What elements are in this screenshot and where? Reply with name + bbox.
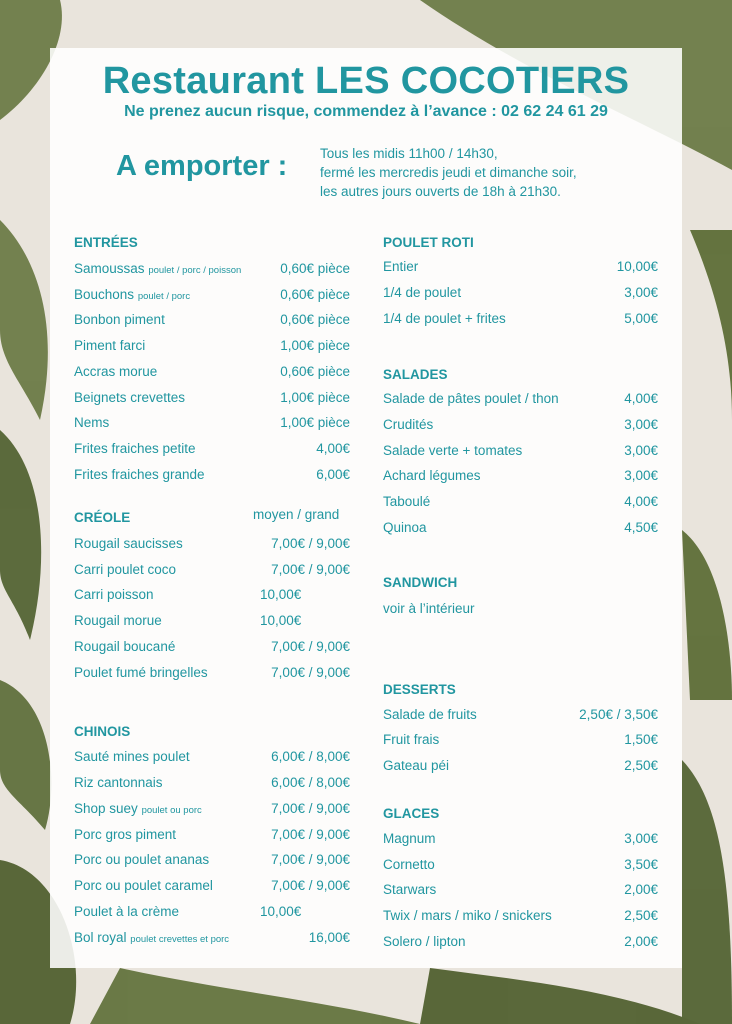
item-name: Carri poisson xyxy=(74,587,154,602)
item-name: Sauté mines poulet xyxy=(74,749,190,764)
section-entrees-title: ENTRÉES xyxy=(74,235,138,250)
item-price: 0,60€ pièce xyxy=(280,287,350,302)
item-price: 7,00€ / 9,00€ xyxy=(271,639,350,654)
item-name: Accras morue xyxy=(74,364,158,379)
item-price: 4,50€ xyxy=(624,520,658,535)
section-desserts-title: DESSERTS xyxy=(383,682,456,697)
item-price: 4,00€ xyxy=(624,391,658,406)
item-name: Porc ou poulet ananas xyxy=(74,852,210,867)
menu-item xyxy=(383,391,658,411)
opening-hours xyxy=(320,144,577,201)
menu-item xyxy=(383,934,658,954)
section-salades-title: SALADES xyxy=(383,367,448,382)
item-name: Entier xyxy=(383,259,419,274)
menu-item xyxy=(74,749,350,769)
item-name: Frites fraiches grande xyxy=(74,467,205,482)
menu-item xyxy=(74,390,350,410)
item-price: 1,50€ xyxy=(624,732,658,747)
item-name: Piment farci xyxy=(74,338,146,353)
item-price: 10,00€ xyxy=(260,613,302,628)
menu-item xyxy=(74,613,350,633)
section-sandwich-title: SANDWICH xyxy=(383,575,458,590)
section-poulet-roti-title: POULET ROTI xyxy=(383,235,474,250)
item-name: Gateau péi xyxy=(383,758,450,773)
item-name: Poulet à la crème xyxy=(74,904,180,919)
item-name: Rougail morue xyxy=(74,613,162,628)
item-name: Samoussas xyxy=(74,261,145,276)
menu-item xyxy=(383,520,658,540)
section-chinois-title: CHINOIS xyxy=(74,724,131,739)
menu-item xyxy=(74,775,350,795)
menu-item xyxy=(383,857,658,877)
phone-subtitle: Ne prenez aucun risque, commendez à l’avance : 02 62 24 61 29 xyxy=(124,103,608,120)
item-name: Salade de pâtes poulet / thon xyxy=(383,391,559,406)
item-price: 3,50€ xyxy=(624,857,658,872)
item-price: 7,00€ / 9,00€ xyxy=(271,801,350,816)
item-detail: poulet / porc xyxy=(137,291,191,302)
restaurant-title: Restaurant LES COCOTIERS xyxy=(102,60,630,102)
menu-item xyxy=(74,801,350,821)
menu-item xyxy=(74,852,350,872)
item-name: Salade verte + tomates xyxy=(383,443,523,458)
item-price: 0,60€ pièce xyxy=(280,261,350,276)
item-price: 7,00€ / 9,00€ xyxy=(271,562,350,577)
section-creole-title: CRÉOLE xyxy=(74,510,131,525)
item-price: 7,00€ / 9,00€ xyxy=(271,878,350,893)
item-name: Poulet fumé bringelles xyxy=(74,665,208,680)
item-price: 2,50€ xyxy=(624,758,658,773)
item-name: Porc ou poulet caramel xyxy=(74,878,213,893)
item-price: 7,00€ / 9,00€ xyxy=(271,852,350,867)
menu-item xyxy=(383,908,658,928)
menu-item xyxy=(383,311,658,331)
item-price: 1,00€ pièce xyxy=(280,390,350,405)
item-price: 0,60€ pièce xyxy=(280,312,350,327)
item-name: Carri poulet coco xyxy=(74,562,177,577)
item-price: 4,00€ xyxy=(316,441,350,456)
menu-item xyxy=(74,364,350,384)
item-name: Starwars xyxy=(383,882,437,897)
section-glaces-title: GLACES xyxy=(383,806,440,821)
item-price: 16,00€ xyxy=(308,930,350,945)
sandwich-note: voir à l’intérieur xyxy=(383,601,475,616)
menu-item xyxy=(74,827,350,847)
menu-item xyxy=(74,287,350,307)
menu-item xyxy=(383,494,658,514)
item-price: 1,00€ pièce xyxy=(280,415,350,430)
menu-item xyxy=(74,562,350,582)
hours-line: fermé les mercredis jeudi et dimanche soir, xyxy=(320,165,577,180)
item-name: Riz cantonnais xyxy=(74,775,163,790)
item-price: 10,00€ xyxy=(260,587,302,602)
menu-item xyxy=(74,904,350,924)
size-header: moyen / grand xyxy=(253,507,340,522)
menu-item xyxy=(383,468,658,488)
hours-line: les autres jours ouverts de 18h à 21h30. xyxy=(320,184,561,199)
menu-item xyxy=(74,536,350,556)
item-price: 0,60€ pièce xyxy=(280,364,350,379)
menu-item xyxy=(74,930,350,950)
menu-item xyxy=(383,831,658,851)
menu-item xyxy=(74,587,350,607)
takeaway-label: A emporter : xyxy=(116,150,288,182)
item-name: Twix / mars / miko / snickers xyxy=(383,908,552,923)
item-name: Bol royal xyxy=(74,930,127,945)
item-name: Crudités xyxy=(383,417,434,432)
menu-item xyxy=(383,259,658,279)
menu-item xyxy=(74,467,350,487)
hours-line: Tous les midis 11h00 / 14h30, xyxy=(320,146,498,161)
item-name: Salade de fruits xyxy=(383,707,477,722)
menu-item xyxy=(74,665,350,685)
item-name: 1/4 de poulet + frites xyxy=(383,311,506,326)
item-price: 2,00€ xyxy=(624,882,658,897)
menu-item xyxy=(74,441,350,461)
item-detail: poulet ou porc xyxy=(141,805,202,816)
item-price: 5,00€ xyxy=(624,311,658,326)
item-name: Porc gros piment xyxy=(74,827,177,842)
item-name: Solero / lipton xyxy=(383,934,466,949)
item-price: 10,00€ xyxy=(260,904,302,919)
item-price: 3,00€ xyxy=(624,831,658,846)
item-price: 4,00€ xyxy=(624,494,658,509)
item-price: 7,00€ / 9,00€ xyxy=(271,536,350,551)
item-name: Fruit frais xyxy=(383,732,440,747)
item-price: 3,00€ xyxy=(624,417,658,432)
menu-item xyxy=(383,443,658,463)
menu-item xyxy=(383,882,658,902)
menu-item xyxy=(383,285,658,305)
item-detail: poulet / porc / poisson xyxy=(148,265,242,276)
menu-item xyxy=(74,261,350,281)
menu-item xyxy=(74,639,350,659)
item-name: Achard légumes xyxy=(383,468,481,483)
item-price: 1,00€ pièce xyxy=(280,338,350,353)
item-price: 3,00€ xyxy=(624,443,658,458)
item-price: 6,00€ / 8,00€ xyxy=(271,775,350,790)
item-name: Quinoa xyxy=(383,520,427,535)
item-name: Nems xyxy=(74,415,110,430)
item-price: 3,00€ xyxy=(624,468,658,483)
item-price: 2,00€ xyxy=(624,934,658,949)
item-name: Bonbon piment xyxy=(74,312,165,327)
menu-item xyxy=(74,338,350,358)
item-price: 6,00€ / 8,00€ xyxy=(271,749,350,764)
item-price: 10,00€ xyxy=(616,259,658,274)
item-name: Rougail saucisses xyxy=(74,536,183,551)
item-detail: poulet crevettes et porc xyxy=(130,934,230,945)
item-price: 2,50€ xyxy=(624,908,658,923)
menu-item xyxy=(74,878,350,898)
item-name: Bouchons xyxy=(74,287,135,302)
menu-item xyxy=(383,732,658,752)
menu-item xyxy=(383,758,658,778)
item-name: Frites fraiches petite xyxy=(74,441,196,456)
item-price: 7,00€ / 9,00€ xyxy=(271,827,350,842)
item-name: Shop suey xyxy=(74,801,138,816)
item-price: 2,50€ / 3,50€ xyxy=(579,707,658,722)
item-name: Cornetto xyxy=(383,857,435,872)
item-name: Taboulé xyxy=(383,494,431,509)
menu-item xyxy=(383,707,658,727)
menu-item xyxy=(74,312,350,332)
item-name: Rougail boucané xyxy=(74,639,176,654)
item-name: Beignets crevettes xyxy=(74,390,186,405)
item-name: 1/4 de poulet xyxy=(383,285,462,300)
item-price: 7,00€ / 9,00€ xyxy=(271,665,350,680)
item-price: 6,00€ xyxy=(316,467,350,482)
item-price: 3,00€ xyxy=(624,285,658,300)
menu-item xyxy=(74,415,350,435)
item-name: Magnum xyxy=(383,831,436,846)
menu-item xyxy=(383,417,658,437)
